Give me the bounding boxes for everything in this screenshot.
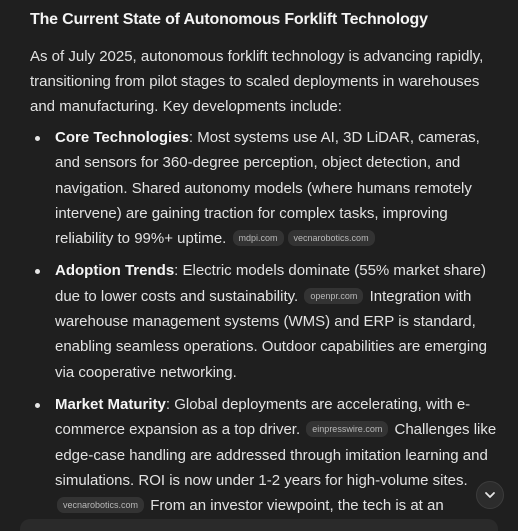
- list-item-text: : Global deployments are accelerating, with e-commerce expansion as a top driver.: [55, 395, 471, 439]
- list-item-term: Market Maturity: [55, 395, 166, 413]
- list-item-core-technologies: [30, 125, 502, 251]
- source-chip-vecnarobotics[interactable]: vecnarobotics.com: [288, 230, 375, 246]
- list-item-text: Challenges like edge-case handling are addressed through imitation learning and simulations. ROI is now under 1-2 years for high-volume sites.: [55, 421, 497, 489]
- list-item-text: : Most systems use AI, 3D LiDAR, cameras, and sensors for 360-degree perception, object detection, and navigation. Shared autonomy models (where humans remotely intervene) are gaining traction for complex tasks, improving reliability to 99%+ uptime.: [55, 129, 480, 248]
- list-item-term: Adoption Trends: [55, 262, 175, 280]
- source-chip-einpresswire[interactable]: einpresswire.com: [306, 421, 388, 437]
- source-chip-openpr[interactable]: openpr.com: [304, 288, 363, 304]
- composer-edge: [20, 519, 498, 531]
- bullet-dot: [35, 269, 40, 274]
- source-chip-mdpi[interactable]: mdpi.com: [233, 230, 284, 246]
- scroll-to-bottom-button[interactable]: [476, 481, 504, 509]
- bullet-dot: [35, 136, 40, 141]
- key-developments-list: [30, 125, 502, 518]
- intro-paragraph: As of July 2025, autonomous forklift technology is advancing rapidly, transitioning from pilot stages to scaled deployments in warehouses and manufacturing. Key developments include:: [30, 48, 484, 115]
- list-item-text: : Electric models dominate (55% market share) due to lower costs and sustainability.: [55, 262, 486, 305]
- list-item-text: From an investor viewpoint, the tech is at an: [150, 497, 444, 515]
- bullet-dot: [35, 403, 40, 408]
- list-item-text: Integration with warehouse management systems (WMS) and ERP is standard, enabling seamless operations. Outdoor capabilities are emerging via cooperative networking.: [55, 287, 487, 381]
- source-chip-vecnarobotics[interactable]: vecnarobotics.com: [57, 497, 144, 513]
- chevron-down-icon: [483, 488, 497, 502]
- list-item-term: Core Technologies: [55, 129, 189, 146]
- article-title: The Current State of Autonomous Forklift Technology: [30, 11, 428, 28]
- list-item-market-maturity: [30, 392, 502, 518]
- list-item-adoption-trends: [30, 258, 502, 384]
